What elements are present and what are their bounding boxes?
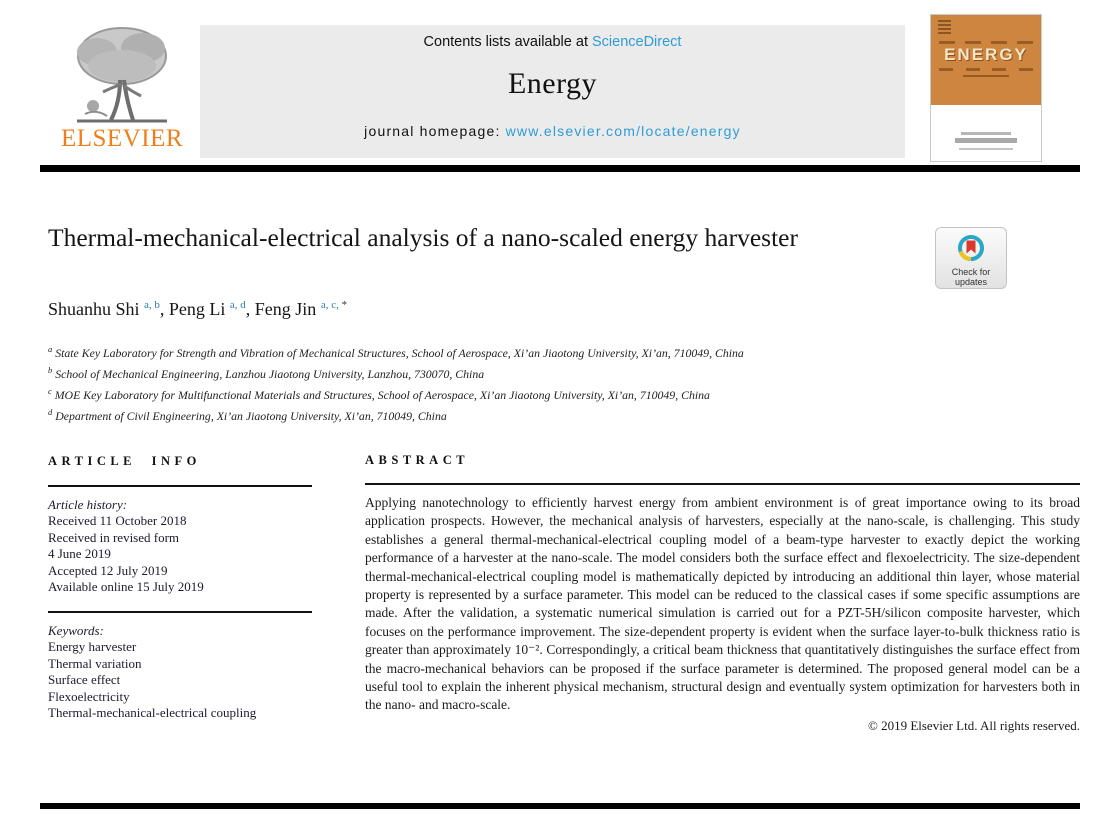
history-line: 4 June 2019: [48, 546, 111, 561]
cover-sciencedirect-logo: [955, 138, 1017, 143]
keyword: Energy harvester: [48, 639, 137, 654]
cover-word-row-bottom: [939, 65, 1033, 71]
cover-title: ENERGY: [944, 45, 1028, 64]
affiliation: $^a$ State Key Laboratory for Strength and Vibration of Mechanical Structures, School of Aerospace, Xi’an Jiaotong University, Xi’an, 710049, China: [48, 344, 744, 360]
abstract-rule: [365, 483, 1080, 485]
elsevier-wordmark: ELSEVIER: [60, 125, 184, 152]
article-history-label: Article history:: [48, 496, 128, 512]
header-divider-rule: [40, 165, 1080, 172]
history-line: Accepted 12 July 2019: [48, 562, 168, 578]
author: Peng Li $^{a, d}$,: [168, 299, 255, 319]
journal-title: Energy: [507, 67, 598, 100]
info-rule-1: [48, 485, 312, 487]
footer-rule: [40, 803, 1080, 809]
journal-banner: [200, 25, 905, 158]
history-line: Received in revised form: [48, 529, 180, 545]
badge-label-line1: Check for: [951, 267, 991, 277]
history-line: Available online 15 July 2019: [48, 579, 204, 594]
author-list: [48, 299, 347, 320]
article-info-heading: ARTICLE INFO: [48, 454, 201, 468]
page-title: Thermal-mechanical-electrical analysis of a nano-scaled energy harvester: [48, 223, 798, 252]
abstract-body: Applying nanotechnology to efficiently harvest energy from ambient environment is of great importance owing to its broad application prospects. However, the mechanical analysis of harvesters, especially at the nano-scale, is challenging. This study establishes a general thermal-mechanical-electrical coupling model of a beam-type harvester to exactly depict the working performance of a harvester at the nano-scale. The model considers both the surface effect and flexoelectricity. The size-dependent thermal-mechanical-electrical coupling model is mathematically depicted by introducing an additional thin layer, whose material property is represented by a surface parameter. This model can be reduced to the classical cases if some specific assumptions are made. After the validation, a systematic numerical simulation is carried out for a PZT-5H/silicon composite harvester, which focuses on the performance improvement. The size-dependent property is evident when the surface layer-to-bulk thickness ratio is greater than approximately 10⁻². Correspondingly, a critical beam thickness that quantitatively distinguishes the surface effect from the macro-mechanical behaviors can be proposed if the surface parameter is determined. The proposed general model can be a useful tool to explain the inherent physical mechanism, structural design and eventually system optimization for harvesters both in the nano- and macro-scale.: [365, 495, 1080, 713]
badge-label-line2: updates: [954, 276, 988, 287]
sciencedirect-link[interactable]: ScienceDirect: [592, 34, 682, 50]
homepage-label: journal homepage:: [364, 123, 501, 139]
journal-cover-thumbnail: [930, 14, 1042, 162]
cover-top: [931, 15, 1041, 105]
author-affil-sup: a, b: [144, 299, 160, 311]
cover-word-row-top: [939, 41, 1033, 44]
elsevier-tree-icon: [63, 22, 181, 126]
author: Feng Jin $^{a, c, *}$: [254, 299, 348, 319]
author: Shuanhu Shi $^{a, b}$,: [48, 299, 169, 319]
cover-sciencedirect-mark: [961, 132, 1011, 135]
abstract-heading: ABSTRACT: [365, 453, 470, 467]
journal-homepage-link[interactable]: www.elsevier.com/locate/energy: [505, 123, 741, 139]
affiliation: $^d$ Department of Civil Engineering, Xi’an Jiaotong University, Xi’an, 710049, China: [48, 406, 447, 423]
keyword: Flexoelectricity: [48, 688, 130, 704]
contents-lists-text: Contents lists available at: [423, 34, 588, 50]
keywords-label: Keywords:: [48, 622, 104, 638]
copyright-line: © 2019 Elsevier Ltd. All rights reserved.: [867, 717, 1080, 733]
corresponding-author-star: *: [341, 299, 348, 311]
article-info-section: [48, 453, 312, 722]
check-for-updates-badge[interactable]: [935, 227, 1007, 289]
history-line: Received 11 October 2018: [48, 513, 187, 528]
cover-corner-marks: [938, 20, 951, 36]
affiliation: $^c$ MOE Key Laboratory for Multifunctional Materials and Structures, School of Aerospace, Xi’an Jiaotong University, Xi’an, 710049, China: [48, 385, 710, 402]
cover-bottom: [931, 105, 1041, 161]
abstract-section: [365, 453, 1080, 734]
crossmark-icon: [956, 233, 986, 263]
author-affil-sup: a, c, *: [320, 299, 348, 311]
affiliation: $^b$ School of Mechanical Engineering, Lanzhou Jiaotong University, Lanzhou, 730070, China: [48, 364, 485, 381]
cover-divider: [963, 75, 1009, 77]
cover-url-mark: [959, 148, 1013, 150]
affiliation-list: [48, 341, 948, 425]
keyword: Thermal variation: [48, 655, 142, 671]
info-rule-2: [48, 611, 312, 613]
keyword: Surface effect: [48, 672, 121, 687]
author-affil-sup: a, d: [229, 299, 246, 311]
elsevier-logo: [52, 22, 192, 160]
keyword: Thermal-mechanical-electrical coupling: [48, 705, 257, 720]
